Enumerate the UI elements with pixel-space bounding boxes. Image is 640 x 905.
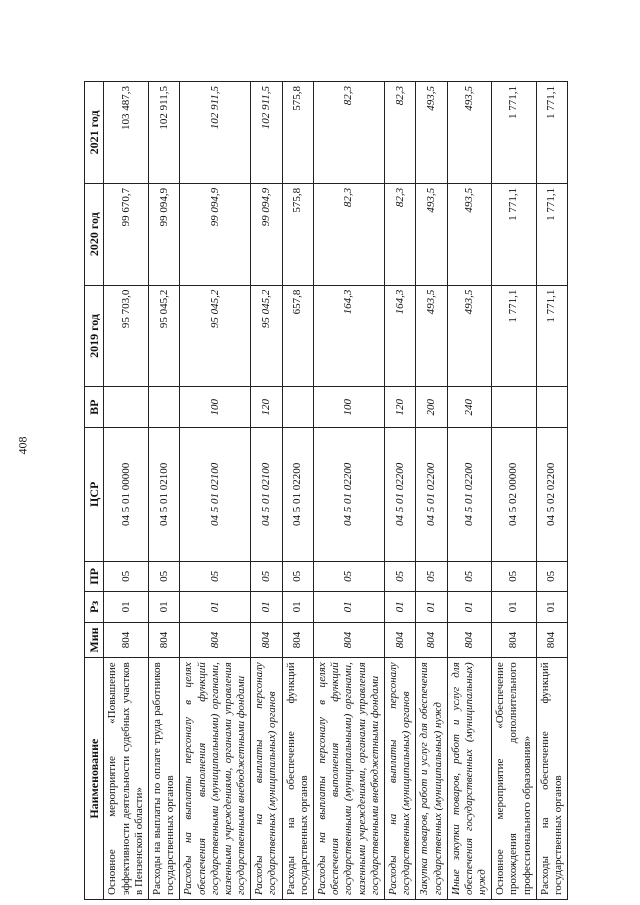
cell-csr: 04 5 01 02200 xyxy=(416,428,447,562)
cell-2019: 493,5 xyxy=(416,285,447,387)
table-header-row xyxy=(85,82,104,900)
budget-table xyxy=(84,81,568,900)
cell-2021: 493,5 xyxy=(416,82,447,184)
cell-2021: 103 487,3 xyxy=(104,82,149,184)
cell-rz: 01 xyxy=(104,592,149,623)
cell-min: 804 xyxy=(492,622,537,658)
cell-pr: 05 xyxy=(148,561,179,592)
cell-min: 804 xyxy=(384,622,415,658)
table-row xyxy=(148,82,179,900)
header-2019: 2019 год xyxy=(85,285,104,387)
cell-vr: 200 xyxy=(416,387,447,428)
cell-2019: 95 703,0 xyxy=(104,285,149,387)
cell-2019: 1 771,1 xyxy=(492,285,537,387)
cell-min: 804 xyxy=(180,622,251,658)
cell-rz: 01 xyxy=(251,592,282,623)
cell-vr xyxy=(282,387,313,428)
table-row xyxy=(282,82,313,900)
cell-vr xyxy=(536,387,567,428)
cell-csr: 04 5 01 02100 xyxy=(148,428,179,562)
cell-2019: 164,3 xyxy=(314,285,385,387)
cell-name: Основное мероприятие «Обеспечение прохождения дополнительного профессионального образования» xyxy=(492,658,537,900)
table-body xyxy=(104,82,568,900)
cell-csr: 04 5 01 02100 xyxy=(180,428,251,562)
table-row xyxy=(492,82,537,900)
budget-table-container xyxy=(84,81,566,900)
cell-csr: 04 5 02 00000 xyxy=(492,428,537,562)
cell-2019: 493,5 xyxy=(447,285,492,387)
cell-rz: 01 xyxy=(148,592,179,623)
cell-2020: 99 094,9 xyxy=(180,183,251,285)
cell-name: Расходы на выплаты персоналу в целях обеспечения выполнения функций государственными (муниципальными) органами, казенными учреждениями, органами управления государственными внебюджетными фондами xyxy=(180,658,251,900)
header-rz: Рз xyxy=(85,592,104,623)
cell-csr: 04 5 01 02200 xyxy=(447,428,492,562)
cell-name: Закупка товаров, работ и услуг для обеспечения государственных (муниципальных) нужд xyxy=(416,658,447,900)
cell-2020: 493,5 xyxy=(447,183,492,285)
cell-pr: 05 xyxy=(314,561,385,592)
cell-vr: 100 xyxy=(314,387,385,428)
cell-min: 804 xyxy=(447,622,492,658)
cell-vr: 240 xyxy=(447,387,492,428)
cell-pr: 05 xyxy=(251,561,282,592)
header-2021: 2021 год xyxy=(85,82,104,184)
cell-pr: 05 xyxy=(282,561,313,592)
cell-name: Расходы на обеспечение функций государственных органов xyxy=(282,658,313,900)
header-name: Наименование xyxy=(85,658,104,900)
cell-name: Расходы на выплаты персоналу государственных (муниципальных) органов xyxy=(251,658,282,900)
cell-rz: 01 xyxy=(314,592,385,623)
cell-2021: 102 911,5 xyxy=(148,82,179,184)
cell-csr: 04 5 01 02100 xyxy=(251,428,282,562)
cell-name: Иные закупки товаров, работ и услуг для обеспечения государственных (муниципальных) нужд xyxy=(447,658,492,900)
cell-2019: 95 045,2 xyxy=(148,285,179,387)
cell-csr: 04 5 01 00000 xyxy=(104,428,149,562)
cell-2021: 102 911,5 xyxy=(180,82,251,184)
table-row xyxy=(104,82,149,900)
cell-pr: 05 xyxy=(447,561,492,592)
cell-rz: 01 xyxy=(416,592,447,623)
cell-2020: 99 094,9 xyxy=(251,183,282,285)
cell-min: 804 xyxy=(251,622,282,658)
cell-2020: 1 771,1 xyxy=(492,183,537,285)
cell-csr: 04 5 01 02200 xyxy=(282,428,313,562)
cell-rz: 01 xyxy=(180,592,251,623)
table-row xyxy=(536,82,567,900)
cell-2019: 1 771,1 xyxy=(536,285,567,387)
cell-2021: 102 911,5 xyxy=(251,82,282,184)
cell-vr xyxy=(492,387,537,428)
cell-2019: 657,8 xyxy=(282,285,313,387)
header-pr: ПР xyxy=(85,561,104,592)
cell-pr: 05 xyxy=(384,561,415,592)
cell-pr: 05 xyxy=(180,561,251,592)
table-row xyxy=(416,82,447,900)
cell-name: Расходы на выплаты по оплате труда работников государственных органов xyxy=(148,658,179,900)
cell-csr: 04 5 02 02200 xyxy=(536,428,567,562)
header-min: Мин xyxy=(85,622,104,658)
page-number: 408 xyxy=(15,436,30,455)
cell-pr: 05 xyxy=(416,561,447,592)
table-row xyxy=(447,82,492,900)
table-row xyxy=(251,82,282,900)
cell-2021: 82,3 xyxy=(314,82,385,184)
header-csr: ЦСР xyxy=(85,428,104,562)
cell-rz: 01 xyxy=(282,592,313,623)
cell-rz: 01 xyxy=(492,592,537,623)
cell-min: 804 xyxy=(104,622,149,658)
cell-vr: 120 xyxy=(251,387,282,428)
cell-min: 804 xyxy=(536,622,567,658)
cell-min: 804 xyxy=(148,622,179,658)
cell-2021: 82,3 xyxy=(384,82,415,184)
cell-pr: 05 xyxy=(536,561,567,592)
table-row xyxy=(314,82,385,900)
cell-2020: 82,3 xyxy=(314,183,385,285)
cell-vr: 100 xyxy=(180,387,251,428)
cell-2021: 1 771,1 xyxy=(536,82,567,184)
cell-csr: 04 5 01 02200 xyxy=(314,428,385,562)
header-2020: 2020 год xyxy=(85,183,104,285)
table-row xyxy=(180,82,251,900)
cell-rz: 01 xyxy=(447,592,492,623)
cell-name: Расходы на выплаты персоналу в целях обеспечения выполнения функций государственными (муниципальными) органами, казенными учреждениями, органами управления государственными внебюджетными фондами xyxy=(314,658,385,900)
cell-pr: 05 xyxy=(492,561,537,592)
cell-csr: 04 5 01 02200 xyxy=(384,428,415,562)
cell-2020: 575,8 xyxy=(282,183,313,285)
cell-2019: 95 045,2 xyxy=(251,285,282,387)
cell-name: Расходы на обеспечение функций государственных органов xyxy=(536,658,567,900)
cell-min: 804 xyxy=(282,622,313,658)
cell-2020: 493,5 xyxy=(416,183,447,285)
cell-2019: 164,3 xyxy=(384,285,415,387)
cell-2020: 99 670,7 xyxy=(104,183,149,285)
cell-vr: 120 xyxy=(384,387,415,428)
cell-rz: 01 xyxy=(384,592,415,623)
cell-name: Расходы на выплаты персоналу государственных (муниципальных) органов xyxy=(384,658,415,900)
table-row xyxy=(384,82,415,900)
cell-2021: 575,8 xyxy=(282,82,313,184)
cell-2020: 82,3 xyxy=(384,183,415,285)
cell-rz: 01 xyxy=(536,592,567,623)
cell-min: 804 xyxy=(416,622,447,658)
cell-name: Основное мероприятие «Повышение эффективности деятельности судебных участков в Пензенской области» xyxy=(104,658,149,900)
cell-pr: 05 xyxy=(104,561,149,592)
cell-2021: 493,5 xyxy=(447,82,492,184)
cell-2019: 95 045,2 xyxy=(180,285,251,387)
cell-2021: 1 771,1 xyxy=(492,82,537,184)
header-vr: ВР xyxy=(85,387,104,428)
cell-vr xyxy=(104,387,149,428)
cell-2020: 1 771,1 xyxy=(536,183,567,285)
cell-min: 804 xyxy=(314,622,385,658)
cell-2020: 99 094,9 xyxy=(148,183,179,285)
cell-vr xyxy=(148,387,179,428)
